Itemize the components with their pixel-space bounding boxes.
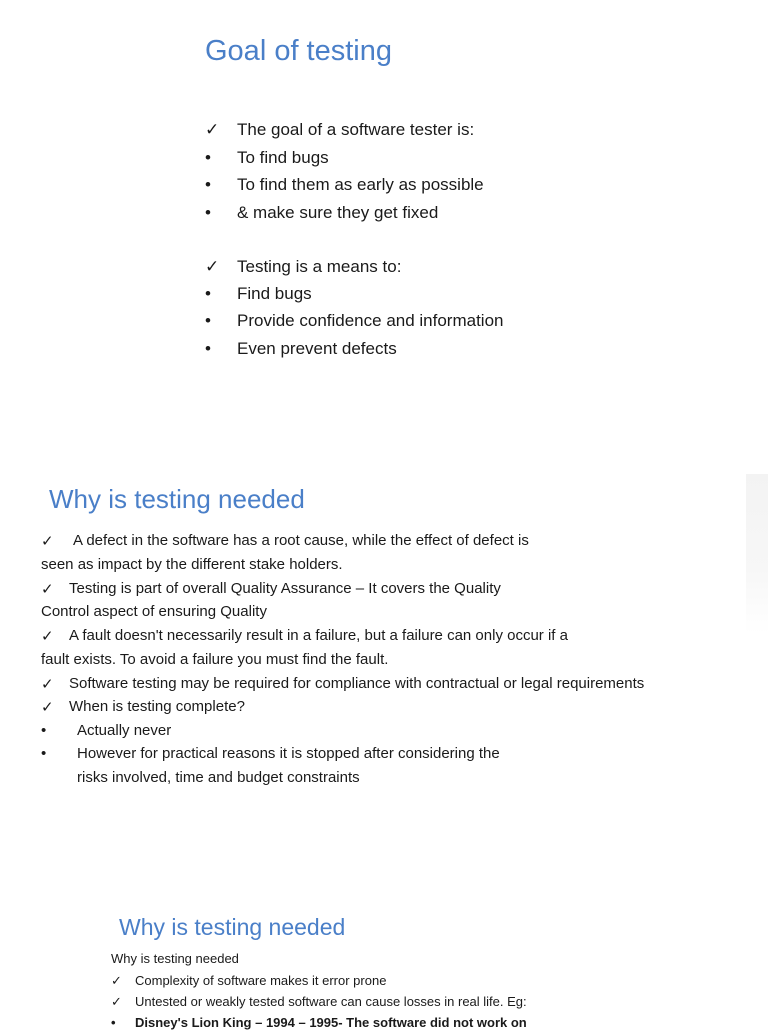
list-item-continuation [41, 651, 388, 668]
list-item-text: To find bugs [237, 148, 329, 167]
check-icon: ✓ [41, 581, 54, 598]
list-item-text: fault exists. To avoid a failure you must find the fault. [41, 651, 389, 668]
list-item [41, 675, 645, 693]
list-item [41, 532, 529, 550]
list-item-text: However for practical reasons it is stopped after considering the [77, 745, 500, 762]
check-icon: ✓ [111, 973, 122, 988]
list-item-text: A fault doesn't necessarily result in a failure, but a failure can only occur if a [69, 627, 568, 644]
list-item-text: Provide confidence and information [237, 311, 504, 330]
list-item-text: Untested or weakly tested software can cause losses in real life. Eg: [135, 994, 527, 1009]
list-item-continuation [41, 603, 267, 620]
list-item-text: Software testing may be required for compliance with contractual or legal requirements [69, 675, 645, 692]
list-item [111, 994, 527, 1009]
check-icon: ✓ [41, 676, 54, 693]
bullet-icon: • [111, 1015, 116, 1030]
list-item [205, 311, 504, 331]
list-item-text: Why is testing needed [111, 951, 239, 966]
bullet-icon: • [205, 203, 211, 222]
list-item-text: Find bugs [237, 284, 312, 303]
list-item-text: seen as impact by the different stake holders. [41, 556, 343, 573]
list-item [205, 175, 484, 195]
list-item-text: To find them as early as possible [237, 175, 484, 194]
bullet-icon: • [205, 175, 211, 194]
list-item-text: Control aspect of ensuring Quality [41, 603, 267, 620]
bullet-icon: • [41, 722, 47, 739]
list-item-text: When is testing complete? [69, 698, 245, 715]
check-icon: ✓ [111, 994, 122, 1009]
list-item-continuation [77, 769, 360, 786]
bullet-icon: • [205, 311, 211, 330]
list-item [41, 745, 500, 762]
list-item-text: The goal of a software tester is: [237, 120, 475, 139]
list-item [41, 627, 568, 645]
list-item-text: Disney's Lion King – 1994 – 1995- The software did not work on [135, 1015, 527, 1030]
slide-subtitle [111, 951, 239, 966]
list-item-text: A defect in the software has a root cause, while the effect of defect is [73, 532, 529, 549]
check-icon: ✓ [41, 628, 54, 645]
list-item-text: Testing is a means to: [237, 257, 402, 276]
list-item-text: Complexity of software makes it error prone [135, 973, 387, 988]
check-icon: ✓ [41, 699, 54, 716]
list-item [205, 339, 397, 359]
list-item [41, 580, 501, 598]
list-item-text: risks involved, time and budget constraints [77, 769, 360, 786]
list-item-text: Actually never [77, 722, 172, 739]
bullet-icon: • [41, 745, 47, 762]
list-item-continuation [41, 556, 343, 573]
list-item [205, 148, 329, 168]
check-icon: ✓ [205, 257, 220, 276]
slide-title: Why is testing needed [49, 484, 305, 514]
list-item-text: & make sure they get fixed [237, 203, 439, 222]
list-item [205, 120, 475, 140]
check-icon: ✓ [41, 533, 54, 550]
list-item [111, 1015, 527, 1030]
bullet-icon: • [205, 284, 211, 303]
right-edge-shade [746, 474, 768, 634]
check-icon: ✓ [205, 120, 220, 139]
list-item [41, 698, 245, 716]
slide-title: Why is testing needed [119, 914, 346, 940]
bullet-icon: • [205, 339, 211, 358]
list-item [205, 203, 439, 223]
bullet-icon: • [205, 148, 211, 167]
list-item-text: Testing is part of overall Quality Assurance – It covers the Quality [69, 580, 501, 597]
slide-title: Goal of testing [205, 35, 392, 67]
list-item [205, 284, 312, 304]
list-item [111, 973, 387, 988]
list-item [205, 257, 402, 277]
list-item-text: Even prevent defects [237, 339, 397, 358]
list-item [41, 722, 172, 739]
